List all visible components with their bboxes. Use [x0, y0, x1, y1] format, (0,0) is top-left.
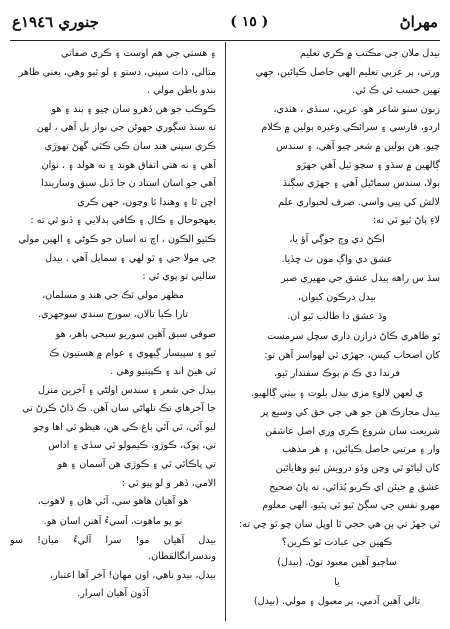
verse-line: ساڄيو آهين معبود توڻ. (بيدل) — [277, 557, 397, 569]
text-line: ڳالهين ۾ سڌو ۽ سڃو ٿيل آهي جهڙو — [296, 159, 440, 171]
text-line: ليو آئي، ٿي آئي ٻاغ ڪي هن، هيظو ٿي اها وڃو — [33, 421, 216, 433]
verse-line: وڌ عشق دا طالب ٿيو ان. — [287, 311, 387, 323]
text-line: لالش کي پيي واسي. صرف لحبواري علم — [278, 196, 440, 208]
text-line: بيدل جي شعر ۽ سندس اولڻي ۽ آخرين منزل — [37, 384, 216, 396]
verse-line: ڪهين جي عبادت ٿو ڪرين؟ — [281, 537, 393, 549]
verse-line: فرندا دي ڪ م ٻوڪ سفندار ٿيو، — [274, 368, 400, 380]
text-line: ٿي هيڻ اند ۽ ڪپيتيو وهي . — [110, 366, 216, 378]
text-line: ٿو ظاهري ڪاڻ درازن داري سچل سرمست — [267, 330, 440, 342]
verse-line: تارا ڪيا تالان، سورج سندي سوجهري. — [38, 309, 188, 321]
page-number: ( ١٥ ) — [230, 14, 269, 30]
text-line: آهي ۽ نه هتي اتفاق هوند ۽ نه هولد ۽ ، نوان — [41, 159, 216, 171]
verse-line: اڪڻ دي وچ جوڳي آؤ يا، — [289, 233, 385, 245]
text-line: ساليي تو پوي ٿي : — [142, 271, 216, 283]
column-divider — [225, 42, 226, 621]
verse-line: آڏون آهيان اسرار. — [77, 588, 149, 600]
text-line: بيدل آهيان مو! سرا آليءُ ميان! سو وندسرانگالقطان. — [10, 535, 216, 563]
verse-line: عشق دي واڳ مون ٺ ڇڏيا. — [281, 253, 393, 265]
text-line: شريعت سان شروع ڪري وري اصل عاشقن — [265, 425, 440, 437]
verse-line: تالي آهين آدمي، ٻر معبول ۽ مولي. (بيدل) — [253, 596, 421, 608]
text-line: ڪوڪب جو هن ڏهرو سان چيو ۽ بند ۽ هو — [51, 103, 216, 115]
verse-separator: يا — [334, 576, 340, 588]
text-line: اردو، فارسي ۽ سرائڪي وغيره ٻولين ۾ ڪلام — [261, 122, 440, 134]
text-line: ڪٽيو الڪون ، اچ ته اسان جو ڪوڻي ۽ الهين مولي — [18, 233, 216, 245]
text-line: کان لياڻو ٿي وڃن وڏو درويش ٿيو وهايائين — [275, 463, 440, 475]
text-line: تي پاڪائي ٿي ۽ ڪوڙي هن آسمان ۽ هو — [57, 459, 216, 471]
journal-title: مهراڻ — [399, 13, 438, 31]
text-line: بيدل ملان جي مڪتب ۾ ڪري تعليم — [300, 48, 440, 59]
text-line: متالي، ذات سڀني، دستو ۽ لو ٿيو وهي، يعني ظاهر — [18, 66, 216, 78]
text-line: عشق ۾ جيئن اي ڪريو ٻُڌائي، ته پاڻ صحيح — [269, 481, 440, 493]
page-header — [12, 8, 438, 36]
text-line: کان اصحاب کيس، جهڙي ٿي لهواسر آهن تو: — [264, 349, 440, 361]
text-line: صوفي سبق آهين سوريو سيحي ٻاهر، هو — [55, 328, 216, 340]
right-column — [234, 46, 440, 623]
text-line: تي، پوک، ڪوڙو، ڪيمولو ٿي سڏي ۽ اداس — [48, 440, 216, 452]
text-line: ورتي، ٻر عربي تعليم الهي حاصل ڪيائين، جهي — [255, 66, 440, 78]
text-line: ڪري سڀني هند سان ڪي ڪٿي گهڻ تهوڙي — [44, 140, 216, 152]
text-line: زبون سٺو شاعر هو. عربي، سنڌي ، هندي، — [273, 103, 440, 115]
text-line: مهرو نفس جي سڳڻ ٿيو ٿي پٽيو. الهي معلوم — [262, 500, 440, 512]
text-line: وار ۽ مرتبي حاصل ڪيائين، ۽ هر مذهب — [282, 444, 440, 456]
text-line: تهين حسب ئي ڪ ئي. — [352, 85, 440, 97]
verse-line: نو ڀو ماهوت، آسيءُ آهنن اسان هو. — [43, 515, 183, 527]
text-line: بولا، سندس سماڻيل آهي ۽ جهڙي سڳنڌ — [282, 178, 440, 190]
left-column — [10, 46, 216, 623]
text-line: ۽ هستي جي هم اوست ۽ ڪري صفاتي — [61, 48, 216, 59]
text-line: جا آخرهاي تڪ تلهاڻي سان آهن. ڪ ڌاڻ ڪرڻ تي — [22, 403, 216, 415]
text-line: جي مولا جي ۽ ٿو لهي ۽ سمايل آهي . بيدل — [45, 252, 216, 264]
text-line: ٿي جهڙ تي ٻن هي حجي ٿا اوپل سان چو ٿو چي ته: — [238, 518, 440, 530]
text-line: يعهجوحال ۽ ڪال ۽ ڪافي ٻدلايي ۽ ڏنو ٿي ته : — [30, 215, 216, 227]
text-line: ته سنڌ سڳوري جهوڻن جي نواز ٻل آهي ، لهن — [36, 122, 216, 134]
text-line: بندو باطن مولي . — [147, 85, 216, 97]
text-line: چيو. هن ٻولين ۾ شعر چيو آهي، ۽ سندس — [276, 140, 440, 152]
text-line: آهي جو اسان استاد ن جا ڏنل سبق وساريندا — [40, 178, 216, 190]
verse-line: بيدل درڪون کيوان، — [297, 291, 377, 303]
text-line: اچن ٿا ۽ وهندا ٿا وڃون، جهن ڪري — [77, 196, 216, 208]
header-date: جنوري ١٩٤٦ع — [12, 13, 99, 31]
header-rule — [10, 40, 440, 41]
text-line: الامي، ڏهر و لو پيو ٿي : — [121, 477, 216, 489]
text-line: ٿيو ۽ سپيسار ڳيهوي ۽ عوام ۾ هستيون ڪ — [49, 347, 216, 359]
verse-line: هو آهيان هاهو سي، آئي هان ۽ لاهوب، — [37, 496, 189, 508]
verse-line: مظهر مولي ٽڪ جي هند و مسلمان، — [42, 289, 184, 301]
text-line: لاءِ ٻاڻ ٿيو ٿي ته: — [372, 215, 440, 227]
verse-line: ي لعهن لالوءِ مزي بيدل بلوت ۽ بيٺي ڳالهيو. — [250, 387, 424, 399]
text-line: بيدل مجازڪ هن جو هي جي حق کي وسيع پر — [260, 407, 440, 419]
text-line: سڌ س راهه ٻيدل عشق جي مهيري صبر — [280, 273, 440, 285]
text-line: بيدل، بيدو ناهي، اون مهان! آخر آها اعتبار، — [49, 569, 216, 581]
